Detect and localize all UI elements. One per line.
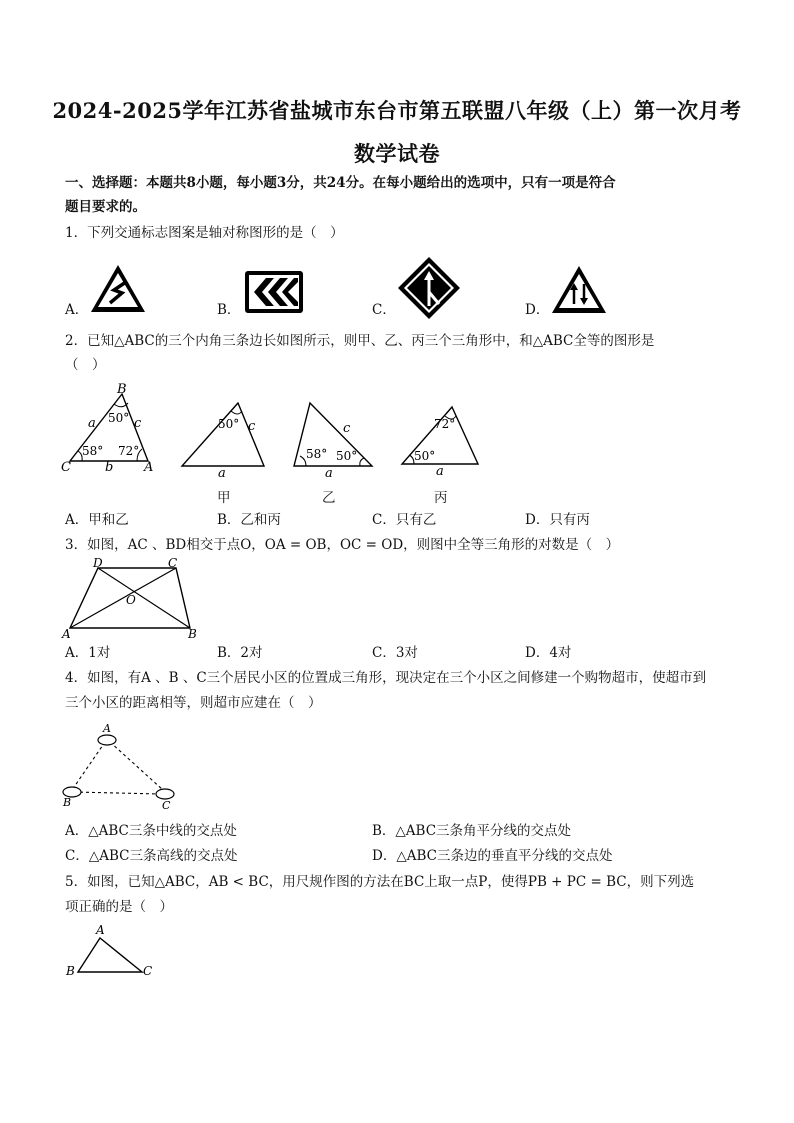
- q5-vertex-a-label: A: [96, 923, 105, 937]
- q3-point-o-label: O: [126, 593, 136, 607]
- jia-side-c-label: c: [248, 419, 256, 434]
- q3-option-a[interactable]: A．1对: [65, 645, 111, 661]
- triangle-abc-figure: [60, 382, 160, 474]
- q2-option-d[interactable]: D．只有丙: [525, 512, 590, 528]
- vertex-b-label: B: [117, 382, 127, 397]
- section-heading: 一、选择题：本题共8小题，每小题3分，共24分。在每小题给出的选项中，只有一项是符合: [65, 175, 616, 191]
- q4-option-b[interactable]: B．△ABC三条角平分线的交点处: [372, 823, 572, 839]
- jia-side-a-label: a: [218, 466, 226, 478]
- q4-point-a-label: A: [103, 722, 111, 735]
- triangle-bing-figure: [396, 402, 486, 478]
- side-c-label: c: [134, 416, 142, 431]
- section-heading-cont: 题目要求的。: [65, 199, 146, 215]
- bing-angle-2-label: 50°: [414, 449, 436, 463]
- q1-stem: 1．下列交通标志图案是轴对称图形的是（ ）: [65, 225, 344, 241]
- sign-warning-zigzag-icon: [88, 262, 148, 316]
- q3-option-c[interactable]: C．3对: [372, 645, 418, 661]
- q5-stem-cont: 项正确的是（ ）: [65, 899, 173, 915]
- sign-chevron-icon: [244, 270, 304, 314]
- q2-option-b[interactable]: B．乙和丙: [217, 512, 281, 528]
- q1-option-a[interactable]: A．: [65, 302, 89, 318]
- q3-vertex-c-label: C: [168, 556, 178, 570]
- yi-caption: 乙: [322, 490, 336, 506]
- q1-option-c[interactable]: C．: [372, 302, 396, 318]
- page-subtitle: 数学试卷: [354, 141, 440, 166]
- triangle-jia-figure: [176, 398, 272, 478]
- bing-caption: 丙: [434, 490, 448, 506]
- q3-option-b[interactable]: B．2对: [217, 645, 263, 661]
- q3-vertex-b-label: B: [188, 627, 197, 640]
- q2-option-a[interactable]: A．甲和乙: [65, 512, 129, 528]
- q4-option-c[interactable]: C．△ABC三条高线的交点处: [65, 848, 238, 864]
- q2-stem: 2．已知△ABC的三个内角三条边长如图所示，则甲、乙、丙三个三角形中，和△ABC全等的图形是: [65, 333, 655, 349]
- q3-option-d[interactable]: D．4对: [525, 645, 572, 661]
- yi-angle-2-label: 50°: [336, 449, 358, 463]
- triangle-abc-q5-figure: [62, 922, 162, 982]
- bing-side-a-label: a: [436, 464, 444, 478]
- q4-option-a[interactable]: A．△ABC三条中线的交点处: [65, 823, 237, 839]
- yi-angle-1-label: 58°: [306, 447, 328, 461]
- q3-vertex-a-label: A: [62, 627, 71, 640]
- angle-a-label: 72°: [118, 444, 140, 458]
- vertex-a-label: A: [144, 460, 154, 474]
- yi-side-a-label: a: [325, 466, 333, 478]
- q3-stem: 3．如图，AC 、BD相交于点O，OA = OB，OC = OD，则图中全等三角形的对数是（ ）: [65, 537, 620, 553]
- q4-point-c-label: C: [162, 799, 171, 812]
- q3-vertex-d-label: D: [93, 556, 103, 570]
- jia-angle-label: 50°: [218, 417, 240, 431]
- sign-merge-diamond-icon: [397, 256, 461, 320]
- vertex-c-label: C: [61, 460, 71, 474]
- yi-side-c-label: c: [343, 421, 351, 436]
- q2-stem-cont: （ ）: [65, 357, 106, 373]
- angle-c-label: 58°: [82, 444, 104, 458]
- q5-stem: 5．如图，已知△ABC，AB < BC，用尺规作图的方法在BC上取一点P，使得PB + PC = BC，则下列选: [65, 874, 695, 890]
- q4-point-b-label: B: [63, 796, 72, 809]
- q4-option-d[interactable]: D．△ABC三条边的垂直平分线的交点处: [372, 848, 613, 864]
- sign-two-way-traffic-icon: [550, 264, 608, 316]
- q4-stem-cont: 三个小区的距离相等，则超市应建在（ ）: [65, 695, 322, 711]
- jia-caption: 甲: [217, 490, 231, 506]
- q2-option-c[interactable]: C．只有乙: [372, 512, 437, 528]
- q4-stem: 4．如图，有A 、B 、C三个居民小区的位置成三角形，现决定在三个小区之间修建一个购物超市，使超市到: [65, 670, 707, 686]
- q1-option-b[interactable]: B．: [217, 302, 241, 318]
- triangle-yi-figure: [288, 398, 380, 478]
- q5-vertex-c-label: C: [143, 964, 153, 978]
- angle-b-label: 50°: [108, 411, 130, 425]
- q5-vertex-b-label: B: [66, 964, 75, 978]
- bing-angle-1-label: 72°: [434, 417, 456, 431]
- page-title: 2024-2025学年江苏省盐城市东台市第五联盟八年级（上）第一次月考: [52, 98, 742, 123]
- side-b-label: b: [105, 460, 114, 474]
- side-a-label: a: [88, 416, 96, 431]
- quadrilateral-abcd-figure: [60, 556, 200, 640]
- q1-option-d[interactable]: D．: [525, 302, 550, 318]
- three-communities-figure: [60, 720, 185, 812]
